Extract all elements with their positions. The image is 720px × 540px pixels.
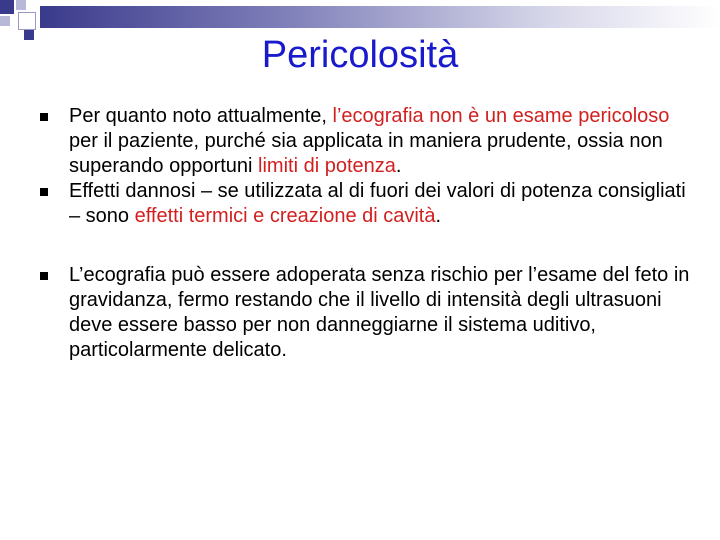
list-item: [40, 263, 690, 363]
bullet-text: Effetti dannosi – se utilizzata al di fuori dei valori di potenza consigliati – sono effetti termici e creazione di cavità.: [69, 180, 686, 227]
square-bullet-icon: [40, 188, 48, 196]
bullet-text: Per quanto noto attualmente, l’ecografia non è un esame pericoloso per il paziente, purché sia applicata in maniera prudente, ossia non superando opportuni limiti di potenza.: [69, 105, 670, 177]
bullet-list: [40, 104, 690, 363]
header-gradient-band: [40, 6, 720, 28]
square-bullet-icon: [40, 113, 48, 121]
list-item: [40, 179, 690, 229]
bullet-text: L’ecografia può essere adoperata senza rischio per l’esame del feto in gravidanza, fermo restando che il livello di intensità degli ultrasuoni deve essere basso per non danneggiarne il sistema uditivo, particolarmente delicato.: [69, 264, 690, 361]
square-bullet-icon: [40, 272, 48, 280]
list-item: [40, 104, 690, 179]
slide-title: Pericolosità: [261, 34, 459, 76]
